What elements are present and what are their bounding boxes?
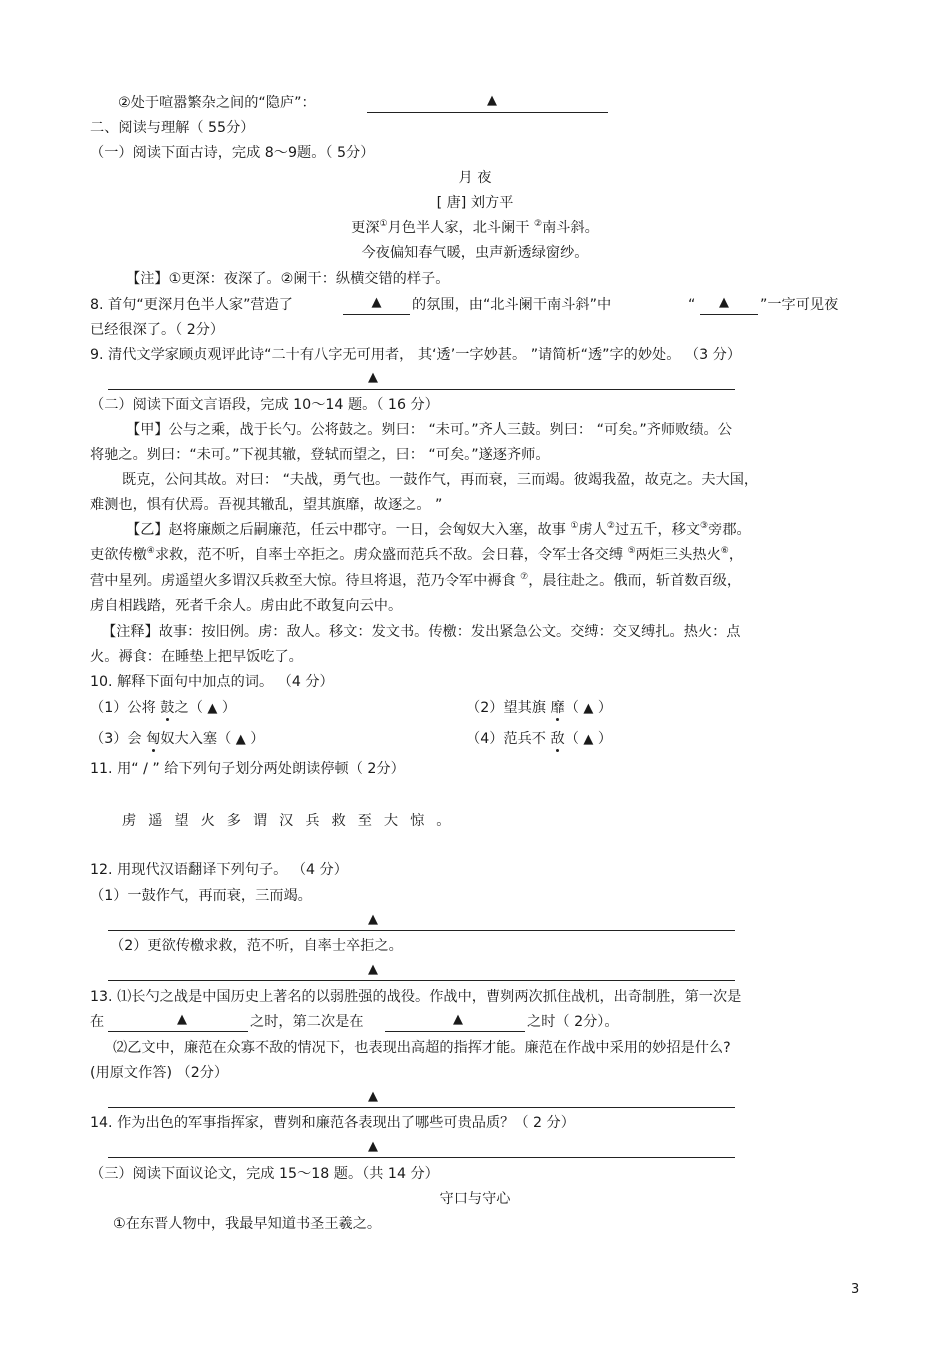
q13-line-2c: 之时（ 2分）。	[527, 1014, 619, 1030]
answer-marker: ▲	[719, 295, 729, 310]
q8-text-c: “	[688, 297, 696, 313]
answer-marker: ▲	[453, 1012, 463, 1027]
q12-stem: 12. 用现代汉语翻译下列句子。 （4 分）	[90, 862, 348, 878]
answer-marker: ▲	[368, 370, 378, 385]
jia-line-4: 难测也，惧有伏焉。吾视其辙乱，望其旗靡，故逐之。 ”	[90, 497, 443, 513]
jia-line-1: 【甲】公与之乘，战于长勺。公将鼓之。刿曰： “未可。”齐人三鼓。刿曰： “可矣。”齐师败绩。公	[126, 422, 732, 438]
answer-line	[108, 1107, 735, 1108]
essay-paragraph-1: ①在东晋人物中，我最早知道书圣王羲之。	[113, 1216, 382, 1232]
answer-line	[108, 1031, 248, 1032]
answer-line	[700, 314, 758, 315]
q8-line-2: 已经很深了。（ 2分）	[90, 322, 225, 338]
yi-note-2: 火。褥食：在睡垫上把早饭吃了。	[90, 649, 303, 665]
answer-line	[108, 930, 735, 931]
q10-item-4: （4）范兵不 敌（ ▲ ）	[466, 731, 613, 747]
poem-line-2: 今夜偏知春气暖，虫声新透绿窗纱。	[361, 245, 589, 261]
q13-line-2a: 在	[90, 1014, 105, 1030]
answer-marker: ▲	[177, 1012, 187, 1027]
q10-item-1: （1）公将 鼓之（ ▲ ）	[90, 700, 237, 716]
answer-line	[108, 389, 735, 390]
page-number: 3	[851, 1282, 860, 1297]
answer-marker: ▲	[368, 1139, 378, 1154]
essay-title: 守口与守心	[439, 1191, 511, 1207]
q10-item-2: （2）望其旗 靡（ ▲ ）	[466, 700, 613, 716]
jia-line-3: 既克，公问其故。对曰： “夫战，勇气也。一鼓作气，再而衰，三而竭。彼竭我盈，故克之。夫大国，	[122, 472, 759, 488]
poem-title: 月 夜	[458, 170, 492, 186]
answer-marker: ▲	[371, 295, 382, 310]
yi-line-1: 【乙】赵将廉颇之后嗣廉范，任云中郡守。一日，会匈奴大入塞，故事 ①虏人②过五千，移文③旁郡。	[126, 521, 751, 538]
q13-line-1: 13. ⑴长勺之战是中国历史上著名的以弱胜强的战役。作战中，曹刿两次抓住战机，出奇制胜，第一次是	[90, 989, 742, 1005]
answer-line	[385, 1031, 525, 1032]
part1-intro: （一）阅读下面古诗，完成 8～9题。（ 5分）	[90, 145, 375, 161]
q13-line-4: (用原文作答) （2分）	[90, 1065, 229, 1081]
jia-line-2: 将驰之。刿曰：“未可。”下视其辙，登轼而望之，曰： “可矣。”遂逐齐师。	[90, 447, 550, 463]
q10-stem: 10. 解释下面句中加点的词。 （4 分）	[90, 674, 334, 690]
q11-stem: 11. 用“ / ” 给下列句子划分两处朗读停顿（ 2分）	[90, 761, 405, 777]
answer-marker: ▲	[487, 93, 497, 108]
answer-marker: ▲	[368, 912, 378, 927]
poem-note: 【注】①更深：夜深了。②阑干：纵横交错的样子。	[126, 271, 450, 287]
answer-line	[367, 112, 608, 113]
section-title: 二、阅读与理解（ 55分）	[90, 120, 255, 136]
answer-line	[108, 1157, 735, 1158]
q11-sentence: 虏遥望火多谓汉兵救至大惊。	[122, 813, 463, 829]
q10-item-3: （3）会 匈奴大入塞（ ▲ ）	[90, 731, 265, 747]
yi-line-2: 吏欲传檄④求救，范不听，自率士卒拒之。虏众盛而范兵不敌。会日暮，令军士各交缚 ⑤两炬三头热火⑥，	[90, 546, 744, 563]
yi-note-1: 【注释】故事：按旧例。虏：敌人。移文：发文书。传檄：发出紧急公文。交缚：交叉缚扎。热火：点	[102, 624, 741, 640]
q8-text-a: 8. 首句“更深月色半人家”营造了	[90, 297, 293, 313]
q12-sentence-2: （2）更欲传檄求救，范不听，自率士卒拒之。	[110, 938, 403, 954]
answer-marker: ▲	[368, 1089, 378, 1104]
yi-line-4: 虏自相践踏，死者千余人。虏由此不敢复向云中。	[90, 598, 403, 614]
answer-marker: ▲	[368, 962, 378, 977]
q8-text-d: ”一字可见夜	[760, 297, 839, 313]
answer-line	[343, 314, 410, 315]
q14-stem: 14. 作为出色的军事指挥家，曹刿和廉范各表现出了哪些可贵品质？（ 2 分）	[90, 1115, 575, 1131]
poem-author: [ 唐] 刘方平	[436, 195, 514, 211]
poem-line-1: 更深①月色半人家，北斗阑干 ②南斗斜。	[351, 219, 599, 236]
part3-intro: （三）阅读下面议论文，完成 15～18 题。（共 14 分）	[90, 1166, 439, 1182]
answer-line	[108, 980, 735, 981]
part2-intro: （二）阅读下面文言语段，完成 10～14 题。（ 16 分）	[90, 397, 439, 413]
q12-sentence-1: （1）一鼓作气，再而衰，三而竭。	[90, 888, 312, 904]
q13-line-2b: 之时，第二次是在	[250, 1014, 364, 1030]
q8-text-b: 的氛围，由“北斗阑干南斗斜”中	[412, 297, 612, 313]
q7-2-label: ②处于喧嚣繁杂之间的“隐庐”：	[118, 95, 316, 111]
yi-line-3: 营中星列。虏遥望火多谓汉兵救至大惊。待旦将退，范乃令军中褥食 ⑦，晨往赴之。俄而，斩首数百级，	[90, 572, 742, 589]
q13-line-3: ⑵乙文中，廉范在众寡不敌的情况下，也表现出高超的指挥才能。廉范在作战中采用的妙招是什么?	[113, 1040, 731, 1056]
q9-stem: 9. 清代文学家顾贞观评此诗“二十有八字无可用者， 其‘透’一字妙甚。 ”请简析“透”字的妙处。 （3 分）	[90, 347, 742, 363]
